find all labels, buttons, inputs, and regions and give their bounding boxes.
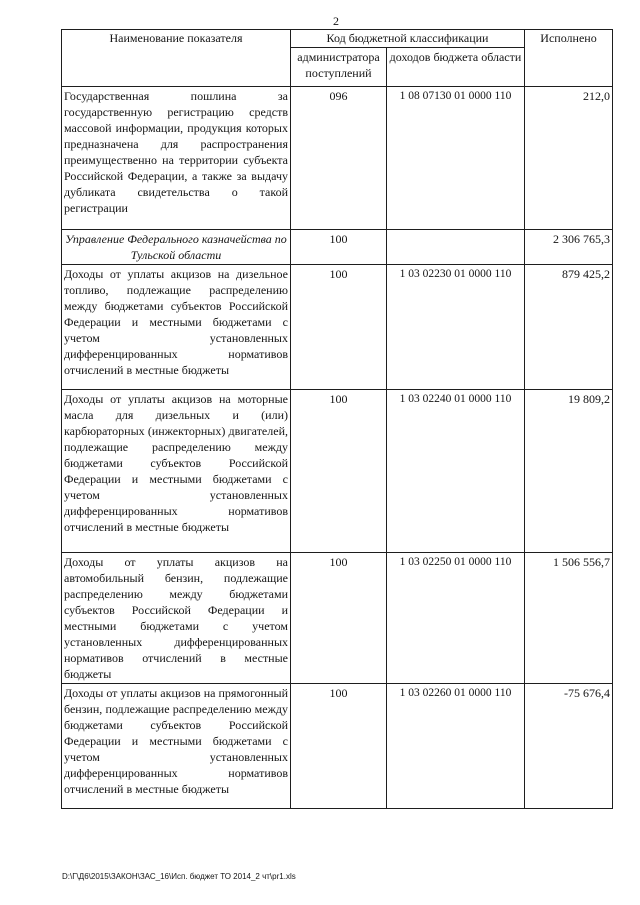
table-row xyxy=(62,87,613,230)
row-name: Управление Федерального казначейства по Тульской области xyxy=(62,230,291,265)
row-admin-code: 100 xyxy=(291,684,387,809)
table-row xyxy=(62,684,613,809)
header-executed: Исполнено xyxy=(525,30,613,87)
header-row xyxy=(62,30,613,48)
row-admin-code: 100 xyxy=(291,553,387,684)
table-row xyxy=(62,390,613,553)
row-amount: 1 506 556,7 xyxy=(525,553,613,684)
row-revenue-code: 1 08 07130 01 0000 110 xyxy=(387,87,525,230)
header-admin: администратора поступлений xyxy=(291,48,387,87)
row-admin-code: 100 xyxy=(291,390,387,553)
row-admin-code: 100 xyxy=(291,265,387,390)
row-name: Доходы от уплаты акцизов на моторные масла для дизельных и (или) карбюраторных (инжекторных) двигателей, подлежащие распределению между бюджетами субъектов Российской Федерации и местными бюджетами с учетом установленных дифференцированных нормативов отчислений в местные бюджеты xyxy=(62,390,291,553)
page-number: 2 xyxy=(333,14,339,28)
header-code-group: Код бюджетной классификации xyxy=(291,30,525,48)
row-amount: -75 676,4 xyxy=(525,684,613,809)
header-revenue: доходов бюджета области xyxy=(387,48,525,87)
row-name: Государственная пошлина за государственную регистрацию средств массовой информации, продукция которых предназначена для распространения преимущественно на территории субъекта Российской Федерации, а также за выдачу дубликата свидетельства о такой регистрации xyxy=(62,87,291,230)
row-revenue-code: 1 03 02230 01 0000 110 xyxy=(387,265,525,390)
budget-table xyxy=(61,29,613,809)
row-amount: 212,0 xyxy=(525,87,613,230)
row-amount: 879 425,2 xyxy=(525,265,613,390)
row-revenue-code: 1 03 02250 01 0000 110 xyxy=(387,553,525,684)
row-revenue-code: 1 03 02240 01 0000 110 xyxy=(387,390,525,553)
row-admin-code: 096 xyxy=(291,87,387,230)
file-path-footer: D:\Г\Д6\2015\ЗАКОН\ЗАС_16\Исп. бюджет ТО 2014_2 чт\pr1.xls xyxy=(62,872,296,881)
row-amount: 2 306 765,3 xyxy=(525,230,613,265)
table-row xyxy=(62,230,613,265)
row-revenue-code: 1 03 02260 01 0000 110 xyxy=(387,684,525,809)
row-amount: 19 809,2 xyxy=(525,390,613,553)
row-name: Доходы от уплаты акцизов на автомобильный бензин, подлежащие распределению между бюджетами субъектов Российской Федерации и местными бюджетами с учетом установленных дифференцированных нормативов отчислений в местные бюджеты xyxy=(62,553,291,684)
header-name: Наименование показателя xyxy=(62,30,291,87)
table-row xyxy=(62,553,613,684)
row-name: Доходы от уплаты акцизов на прямогонный бензин, подлежащие распределению между бюджетами субъектов Российской Федерации и местными бюджетами с учетом установленных дифференцированных нормативов отчислений в местные бюджеты xyxy=(62,684,291,809)
row-admin-code: 100 xyxy=(291,230,387,265)
table-row xyxy=(62,265,613,390)
row-name: Доходы от уплаты акцизов на дизельное топливо, подлежащие распределению между бюджетами субъектов Российской Федерации и местными бюджетами с учетом установленных дифференцированных нормативов отчислений в местные бюджеты xyxy=(62,265,291,390)
row-revenue-code xyxy=(387,230,525,265)
